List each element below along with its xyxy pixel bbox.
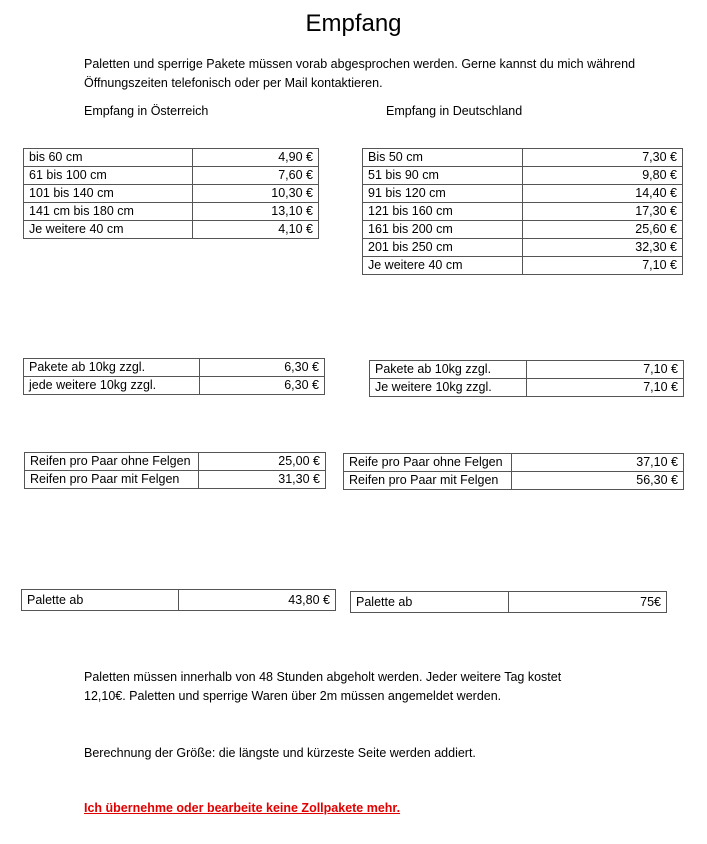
row-price: 7,60 € <box>193 167 319 185</box>
row-price: 17,30 € <box>523 203 683 221</box>
row-price: 7,10 € <box>523 257 683 275</box>
row-price: 6,30 € <box>200 377 325 395</box>
table-row <box>363 239 683 257</box>
row-price: 6,30 € <box>200 359 325 377</box>
table-row <box>370 361 684 379</box>
row-price: 14,40 € <box>523 185 683 203</box>
row-label: 61 bis 100 cm <box>24 167 193 185</box>
row-label: 141 cm bis 180 cm <box>24 203 193 221</box>
row-price: 7,10 € <box>527 361 684 379</box>
size-calculation-note: Berechnung der Größe: die längste und kürzeste Seite werden addiert. <box>84 746 476 760</box>
row-label: 101 bis 140 cm <box>24 185 193 203</box>
table-row <box>24 185 319 203</box>
row-label: Pakete ab 10kg zzgl. <box>370 361 527 379</box>
table-row <box>363 221 683 239</box>
row-price: 7,30 € <box>523 149 683 167</box>
row-label: Reifen pro Paar ohne Felgen <box>25 453 199 471</box>
row-price: 32,30 € <box>523 239 683 257</box>
germany-tires-table <box>343 453 684 490</box>
table-row <box>344 472 684 490</box>
table-row <box>24 203 319 221</box>
row-label: Bis 50 cm <box>363 149 523 167</box>
germany-size-table <box>362 148 683 275</box>
row-price: 37,10 € <box>512 454 684 472</box>
row-price: 56,30 € <box>512 472 684 490</box>
row-label: 121 bis 160 cm <box>363 203 523 221</box>
row-price: 43,80 € <box>179 590 336 611</box>
row-label: bis 60 cm <box>24 149 193 167</box>
table-row <box>24 359 325 377</box>
row-price: 31,30 € <box>199 471 326 489</box>
austria-tires-table <box>24 452 326 489</box>
row-label: Reifen pro Paar mit Felgen <box>25 471 199 489</box>
table-row <box>363 167 683 185</box>
page-title: Empfang <box>305 10 402 37</box>
row-label: 201 bis 250 cm <box>363 239 523 257</box>
row-label: Je weitere 40 cm <box>24 221 193 239</box>
row-price: 7,10 € <box>527 379 684 397</box>
row-price: 75€ <box>509 592 667 613</box>
row-label: Palette ab <box>351 592 509 613</box>
row-price: 25,60 € <box>523 221 683 239</box>
austria-weight-table <box>23 358 325 395</box>
row-label: jede weitere 10kg zzgl. <box>24 377 200 395</box>
row-label: 51 bis 90 cm <box>363 167 523 185</box>
row-price: 13,10 € <box>193 203 319 221</box>
row-price: 25,00 € <box>199 453 326 471</box>
austria-size-table <box>23 148 319 239</box>
row-label: Reifen pro Paar mit Felgen <box>344 472 512 490</box>
table-row <box>370 379 684 397</box>
pallet-note: Paletten müssen innerhalb von 48 Stunden abgeholt werden. Jeder weitere Tag kostet 12,10€. Paletten und sperrige Waren über 2m müssen angemeldet werden. <box>84 670 562 703</box>
table-row <box>24 221 319 239</box>
intro-text: Paletten und sperrige Pakete müssen vorab abgesprochen werden. Gerne kannst du mich während Öffnungszeiten telefonisch oder per Mail kontaktieren. <box>84 57 636 90</box>
table-row <box>344 454 684 472</box>
row-price: 4,90 € <box>193 149 319 167</box>
table-row <box>363 149 683 167</box>
table-row <box>25 453 326 471</box>
table-row <box>25 471 326 489</box>
table-row <box>363 185 683 203</box>
row-label: 161 bis 200 cm <box>363 221 523 239</box>
row-label: Je weitere 40 cm <box>363 257 523 275</box>
germany-heading: Empfang in Deutschland <box>386 104 523 118</box>
austria-heading: Empfang in Österreich <box>84 104 209 118</box>
customs-warning: Ich übernehme oder bearbeite keine Zollpakete mehr. <box>84 801 401 815</box>
table-row <box>351 592 667 613</box>
row-label: Pakete ab 10kg zzgl. <box>24 359 200 377</box>
row-label: Je weitere 10kg zzgl. <box>370 379 527 397</box>
row-price: 10,30 € <box>193 185 319 203</box>
table-row <box>24 167 319 185</box>
row-label: 91 bis 120 cm <box>363 185 523 203</box>
row-label: Palette ab <box>22 590 179 611</box>
row-price: 4,10 € <box>193 221 319 239</box>
germany-pallet-table <box>350 591 667 613</box>
austria-pallet-table <box>21 589 336 611</box>
row-label: Reife pro Paar ohne Felgen <box>344 454 512 472</box>
table-row <box>363 203 683 221</box>
table-row <box>24 377 325 395</box>
table-row <box>24 149 319 167</box>
germany-weight-table <box>369 360 684 397</box>
row-price: 9,80 € <box>523 167 683 185</box>
table-row <box>22 590 336 611</box>
table-row <box>363 257 683 275</box>
